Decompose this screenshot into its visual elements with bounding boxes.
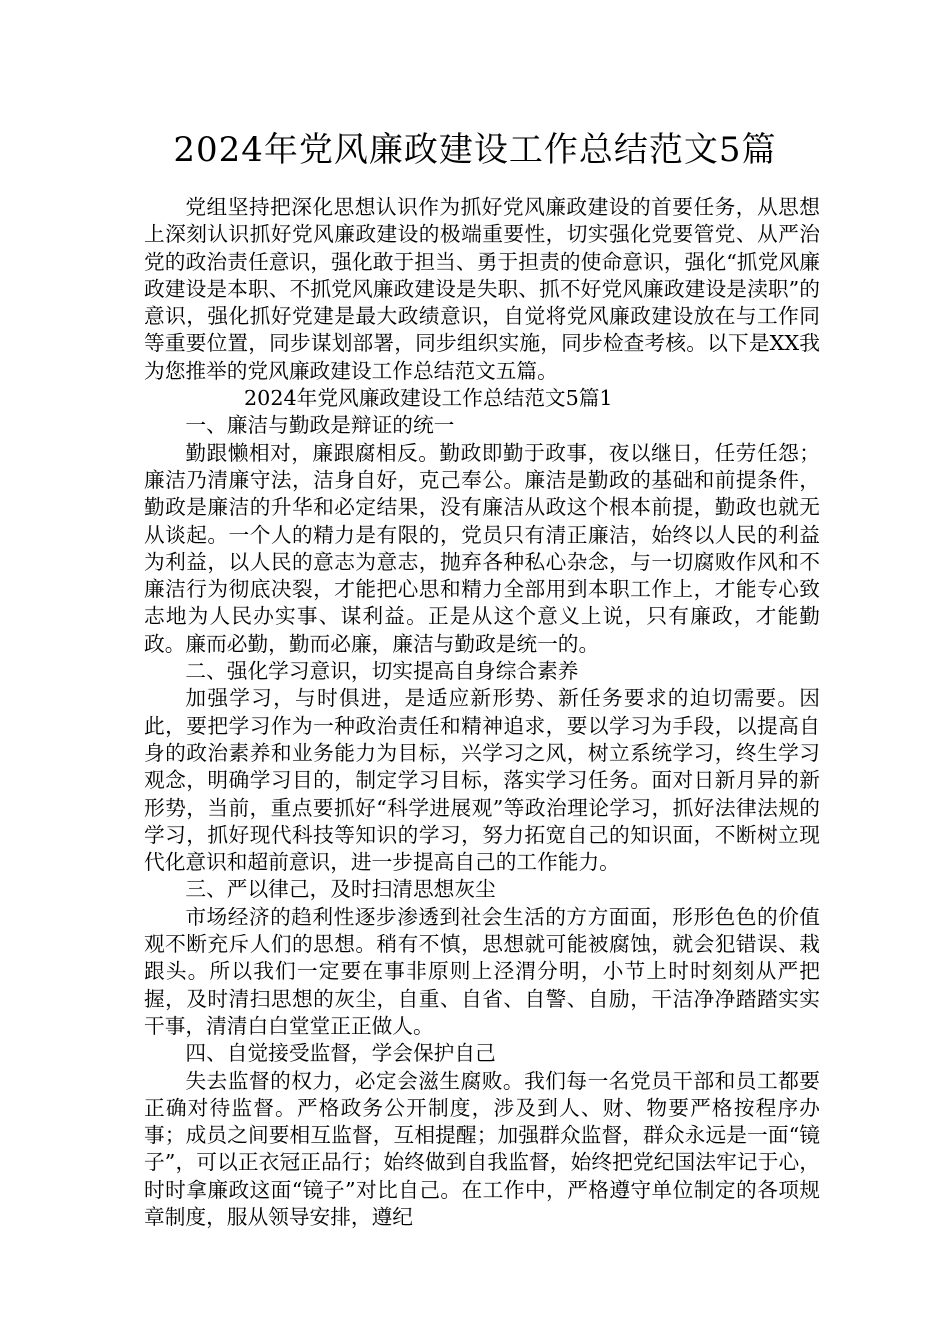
article-subtitle: 2024年党风廉政建设工作总结范文5篇1 [244,386,613,411]
section-heading: 二、强化学习意识，切实提高自身综合素养 [185,659,579,684]
section-paragraph: 勤跟懒相对，廉跟腐相反。勤政即勤于政事，夜以继日，任劳任怨；廉洁乃清廉守法，洁身自好，克己奉公。廉洁是勤政的基础和前提条件，勤政是廉洁的升华和必定结果，没有廉洁从政这个根本前提，勤政也就无从谈起。一个人的精力是有限的，党员只有清正廉洁，始终以人民的利益为利益，以人民的意志为意志，抛弃各种私心杂念，与一切腐败作风和不廉洁行为彻底决裂，才能把心思和精力全部用到本职工作上，才能专心致志地为人民办实事、谋利益。正是从这个意义上说，只有廉政，才能勤政。廉而必勤，勤而必廉，廉洁与勤政是统一的。 [144,440,820,656]
intro-paragraph: 党组坚持把深化思想认识作为抓好党风廉政建设的首要任务，从思想上深刻认识抓好党风廉政建设的极端重要性，切实强化党要管党、从严治党的政治责任意识，强化敢于担当、勇于担责的使命意识，强化“抓党风廉政建设是本职、不抓党风廉政建设是失职、抓不好党风廉政建设是渎职”的意识，强化抓好党建是最大政绩意识，自觉将党风廉政建设放在与工作同等重要位置，同步谋划部署，同步组织实施，同步检查考核。以下是XX我为您推举的党风廉政建设工作总结范文五篇。 [144,195,820,383]
section-paragraph: 加强学习，与时俱进，是适应新形势、新任务要求的迫切需要。因此，要把学习作为一种政治责任和精神追求，要以学习为手段，以提高自身的政治素养和业务能力为目标，兴学习之风，树立系统学习，终生学习观念，明确学习目的，制定学习目标，落实学习任务。面对日新月异的新形势，当前，重点要抓好“科学进展观”等政治理论学习，抓好法律法规的学习，抓好现代科技等知识的学习，努力拓宽自己的知识面，不断树立现代化意识和超前意识，进一步提高自己的工作能力。 [144,686,820,875]
section-heading: 四、自觉接受监督，学会保护自己 [185,1041,496,1066]
section-heading: 一、廉洁与勤政是辩证的统一 [185,413,455,438]
section-heading: 三、严以律己，及时扫清思想灰尘 [185,877,496,902]
section-paragraph: 市场经济的趋利性逐步渗透到社会生活的方方面面，形形色色的价值观不断充斥人们的思想。稍有不慎，思想就可能被腐蚀，就会犯错误、栽跟头。所以我们一定要在事非原则上泾渭分明，小节上时时刻刻从严把握，及时清扫思想的灰尘，自重、自省、自警、自励，干洁净净踏踏实实干事，清清白白堂堂正正做人。 [144,904,820,1038]
document-body [144,194,820,1231]
section-paragraph: 失去监督的权力，必定会滋生腐败。我们每一名党员干部和员工都要正确对待监督。严格政务公开制度，涉及到人、财、物要严格按程序办事；成员之间要相互监督，互相提醒；加强群众监督，群众永远是一面“镜子”，可以正衣冠正品行；始终做到自我监督，始终把党纪国法牢记于心，时时拿廉政这面“镜子”对比自己。在工作中，严格遵守单位制定的各项规章制度，服从领导安排，遵纪 [144,1068,820,1229]
document-title: 2024年党风廉政建设工作总结范文5篇 [173,130,777,170]
